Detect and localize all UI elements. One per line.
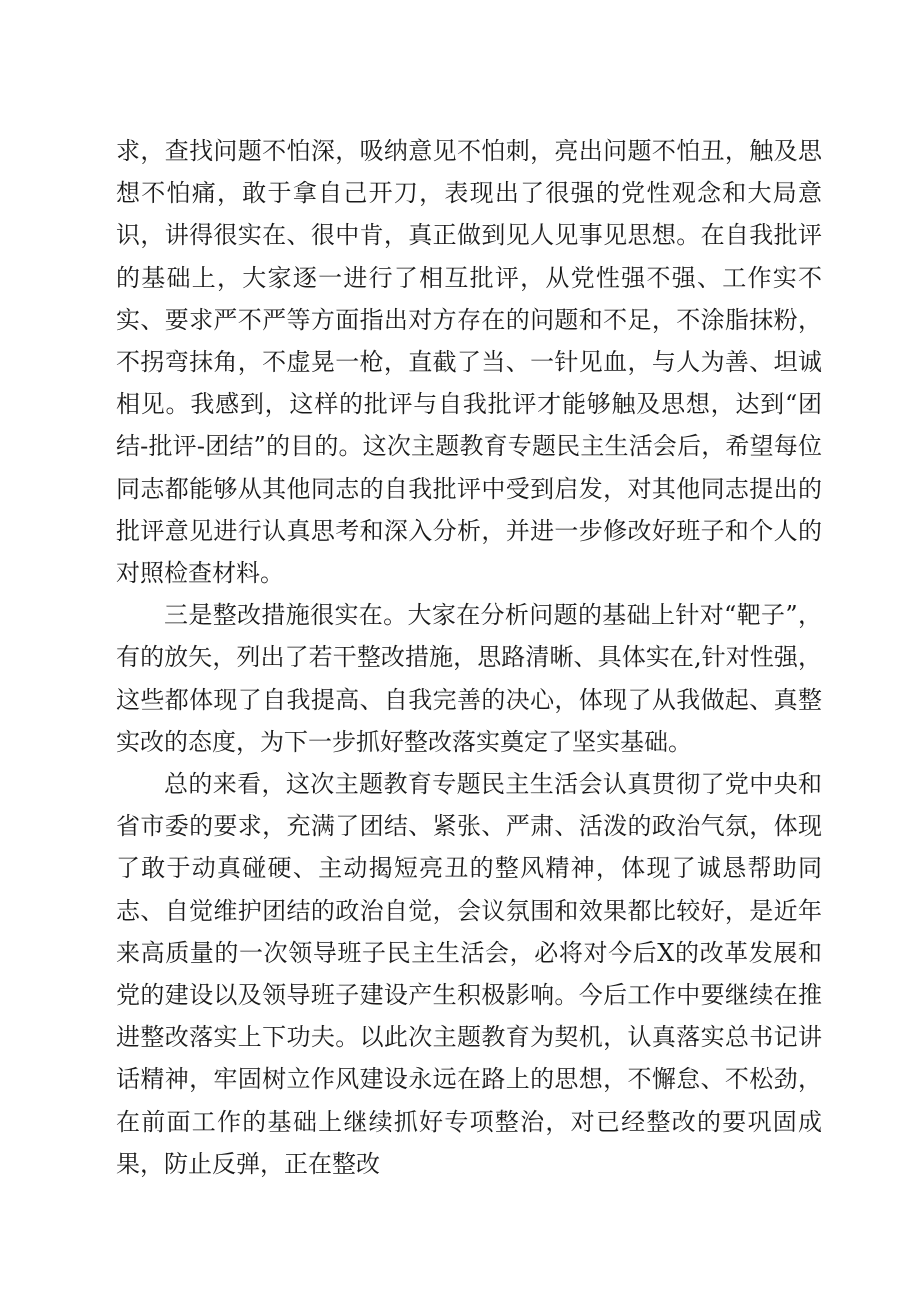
paragraph-continued: 求，查找问题不怕深，吸纳意见不怕刺，亮出问题不怕丑，触及思想不怕痛，敢于拿自己开刀，表现出了很强的党性观念和大局意识，讲得很实在、很中肯，真正做到见人见事见思想。在自我批评的基础上，大家逐一进行了相互批评，从党性强不强、工作实不实、要求严不严等方面指出对方存在的问题和不足，不涂脂抹粉，不拐弯抹角，不虚晃一枪，直截了当、一针见血，与人为善、坦诚相见。我感到，这样的批评与自我批评才能够触及思想，达到“团结-批评-团结”的目的。这次主题教育专题民主生活会后，希望每位同志都能够从其他同志的自我批评中受到启发，对其他同志提出的批评意见进行认真思考和深入分析，并进一步修改好班子和个人的对照检查材料。 [116, 137, 822, 588]
paragraph-rectification-measures: 三是整改措施很实在。大家在分析问题的基础上针对“靶子”，有的放矢，列出了若干整改措施，思路清晰、具体实在,针对性强，这些都体现了自我提高、自我完善的决心，体现了从我做起、真整实改的态度，为下一步抓好整改落实奠定了坚实基础。 [116, 601, 822, 756]
document-body [116, 130, 822, 1185]
paragraph-summary: 总的来看，这次主题教育专题民主生活会认真贯彻了党中央和省市委的要求，充满了团结、紧张、严肃、活泼的政治气氛，体现了敢于动真碰硬、主动揭短亮丑的整风精神，体现了诚恳帮助同志、自觉维护团结的政治自觉，会议氛围和效果都比较好，是近年来高质量的一次领导班子民主生活会，必将对今后X的改革发展和党的建设以及领导班子建设产生积极影响。今后工作中要继续在推进整改落实上下功夫。以此次主题教育为契机，认真落实总书记讲话精神，牢固树立作风建设永远在路上的思想，不懈怠、不松劲，在前面工作的基础上继续抓好专项整治，对已经整改的要巩固成果，防止反弹，正在整改 [116, 770, 822, 1178]
